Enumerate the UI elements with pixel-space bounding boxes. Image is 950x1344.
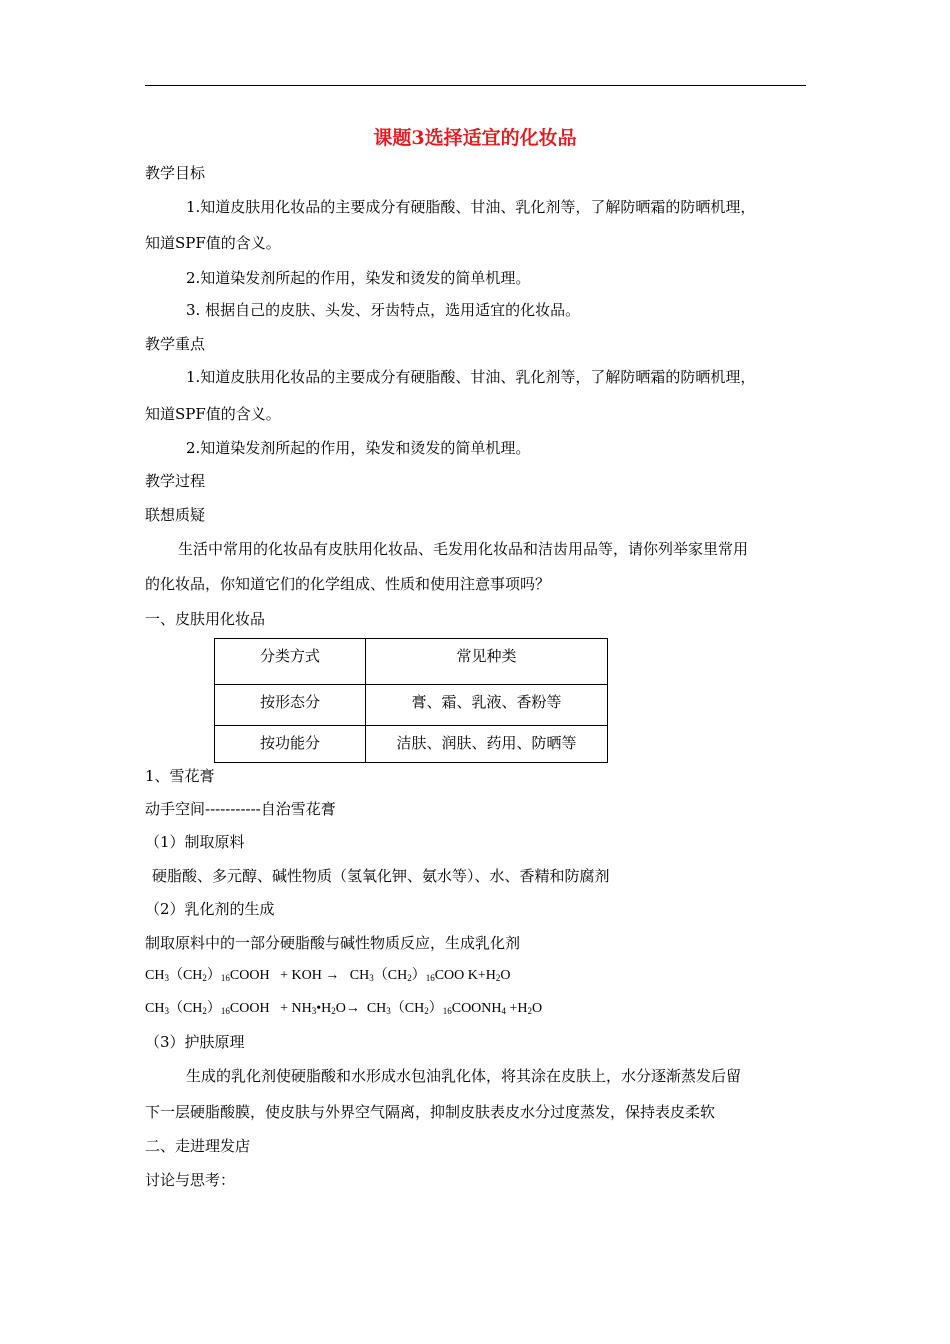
heading-barbershop: 二、走进理发店 <box>145 1137 251 1155</box>
table-cell: 膏、霜、乳液、香粉等 <box>366 685 608 726</box>
heading-skin-cosmetics: 一、皮肤用化妆品 <box>145 610 266 628</box>
heading-process: 教学过程 <box>145 472 206 490</box>
discussion-label: 讨论与思考： <box>145 1171 236 1189</box>
header-rule <box>145 85 806 86</box>
classification-table <box>214 638 608 763</box>
handson-line: 动手空间-----------自治雪花膏 <box>145 800 336 818</box>
goal-3: 3. 根据自己的皮肤、头发、牙齿特点，选用适宜的化妆品。 <box>186 301 581 319</box>
heading-focus: 教学重点 <box>145 335 206 353</box>
heading-vanishing-cream: 1、雪花膏 <box>145 767 215 785</box>
table-header-row <box>215 639 608 685</box>
page-title: 课题3选择适宜的化妆品 <box>373 127 577 149</box>
principle-line-2: 下一层硬脂酸膜，使皮肤与外界空气隔离，抑制皮肤表皮水分过度蒸发，保持表皮柔软 <box>145 1103 716 1121</box>
goal-1-line-2: 知道SPF值的含义。 <box>145 234 281 252</box>
heading-think: 联想质疑 <box>145 506 206 524</box>
step-3-heading: （3）护肤原理 <box>145 1033 245 1051</box>
table-header-cell: 常见种类 <box>366 639 608 685</box>
equation-1: $CH_3(CH_2)_{16}COOH$ + KOH → $CH_3(CH_2)_{16}COO$ $K+H_2O$ <box>145 968 511 983</box>
table-row <box>215 685 608 726</box>
goal-2: 2.知道染发剂所起的作用，染发和烫发的简单机理。 <box>186 269 531 287</box>
focus-2: 2.知道染发剂所起的作用，染发和烫发的简单机理。 <box>186 439 531 457</box>
focus-1-line-1: 1.知道皮肤用化妆品的主要成分有硬脂酸、甘油、乳化剂等，了解防晒霜的防晒机理， <box>186 368 756 386</box>
think-para-line-2: 的化妆品，你知道它们的化学组成、性质和使用注意事项吗？ <box>145 575 551 593</box>
goal-1-line-1: 1.知道皮肤用化妆品的主要成分有硬脂酸、甘油、乳化剂等，了解防晒霜的防晒机理， <box>186 198 756 216</box>
principle-line-1: 生成的乳化剂使硬脂酸和水形成水包油乳化体，将其涂在皮肤上，水分逐渐蒸发后留 <box>186 1067 742 1085</box>
step-2-heading: （2）乳化剂的生成 <box>145 900 275 918</box>
table-cell: 洁肤、润肤、药用、防晒等 <box>366 726 608 763</box>
table-cell: 按形态分 <box>215 685 366 726</box>
emulsifier-text: 制取原料中的一部分硬脂酸与碱性物质反应，生成乳化剂 <box>145 934 521 952</box>
table-cell: 按功能分 <box>215 726 366 763</box>
think-para-line-1: 生活中常用的化妆品有皮肤用化妆品、毛发用化妆品和洁齿用品等，请你列举家里常用 <box>178 540 749 558</box>
table-row <box>215 726 608 763</box>
focus-1-line-2: 知道SPF值的含义。 <box>145 405 281 423</box>
equation-2: $CH_3(CH_2)_{16}COOH$ + $NH_3•H_2O\to$ $CH_3(CH_2)_{16}COONH_4 +H_2O$ <box>145 1001 543 1016</box>
table-header-cell: 分类方式 <box>215 639 366 685</box>
materials-text: 硬脂酸、多元醇、碱性物质（氢氧化钾、氨水等）、水、香精和防腐剂 <box>152 867 610 885</box>
heading-goals: 教学目标 <box>145 164 206 182</box>
step-1-heading: （1）制取原料 <box>145 833 245 851</box>
